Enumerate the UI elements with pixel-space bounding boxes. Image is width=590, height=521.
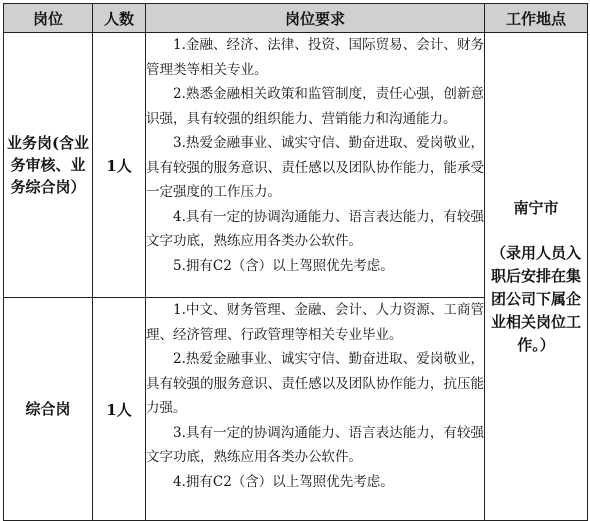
position-name: 综合岗: [4, 298, 93, 521]
requirement-item: 1.金融、经济、法律、投资、国际贸易、会计、财务管理类等相关专业。: [146, 37, 484, 78]
requirement-item: 1.中文、财务管理、金融、会计、人力资源、工商管理、经济管理、行政管理等相关专业毕业。: [146, 302, 484, 343]
table-header-row: [4, 4, 588, 33]
table-row: [4, 33, 588, 298]
requirement-item: 2.熟悉金融相关政策和监管制度，责任心强，创新意识强，具有较强的组织能力、营销能力和沟通能力。: [146, 86, 484, 127]
headcount: 1人: [93, 33, 146, 298]
requirements-cell: [146, 33, 485, 298]
header-position: 岗位: [4, 4, 93, 33]
requirement-item: 4.具有一定的协调沟通能力、语言表达能力，有较强文字功底，熟练应用各类办公软件。: [146, 208, 484, 249]
requirement-item: 2.热爱金融事业、诚实守信、勤奋进取、爱岗敬业，具有较强的服务意识、责任感以及团队协作能力，抗压能力强。: [146, 351, 484, 416]
work-location-city: 南宁市: [513, 198, 559, 217]
requirement-item: 5.拥有C2（含）以上驾照优先考虑。: [173, 257, 394, 274]
work-location-cell: [485, 33, 588, 521]
requirement-item: 4.拥有C2（含）以上驾照优先考虑。: [173, 473, 394, 490]
header-location: 工作地点: [485, 4, 588, 33]
position-name: 业务岗(含业务审核、业务综合岗）: [4, 33, 93, 298]
requirement-item: 3.具有一定的协调沟通能力、语言表达能力，有较强文字功底，熟练应用各类办公软件。: [146, 424, 484, 465]
job-requirements-table: [3, 3, 588, 521]
header-count: 人数: [93, 4, 146, 33]
requirement-item: 3.热爱金融事业、诚实守信、勤奋进取、爱岗敬业，具有较强的服务意识、责任感以及团队协作能力，能承受一定强度的工作压力。: [146, 135, 484, 200]
header-requirements: 岗位要求: [146, 4, 485, 33]
requirements-cell: [146, 298, 485, 521]
headcount: 1人: [93, 298, 146, 521]
work-location-note: （录用人员入职后安排在集团公司下属企业相关岗位工作。）: [490, 243, 581, 354]
